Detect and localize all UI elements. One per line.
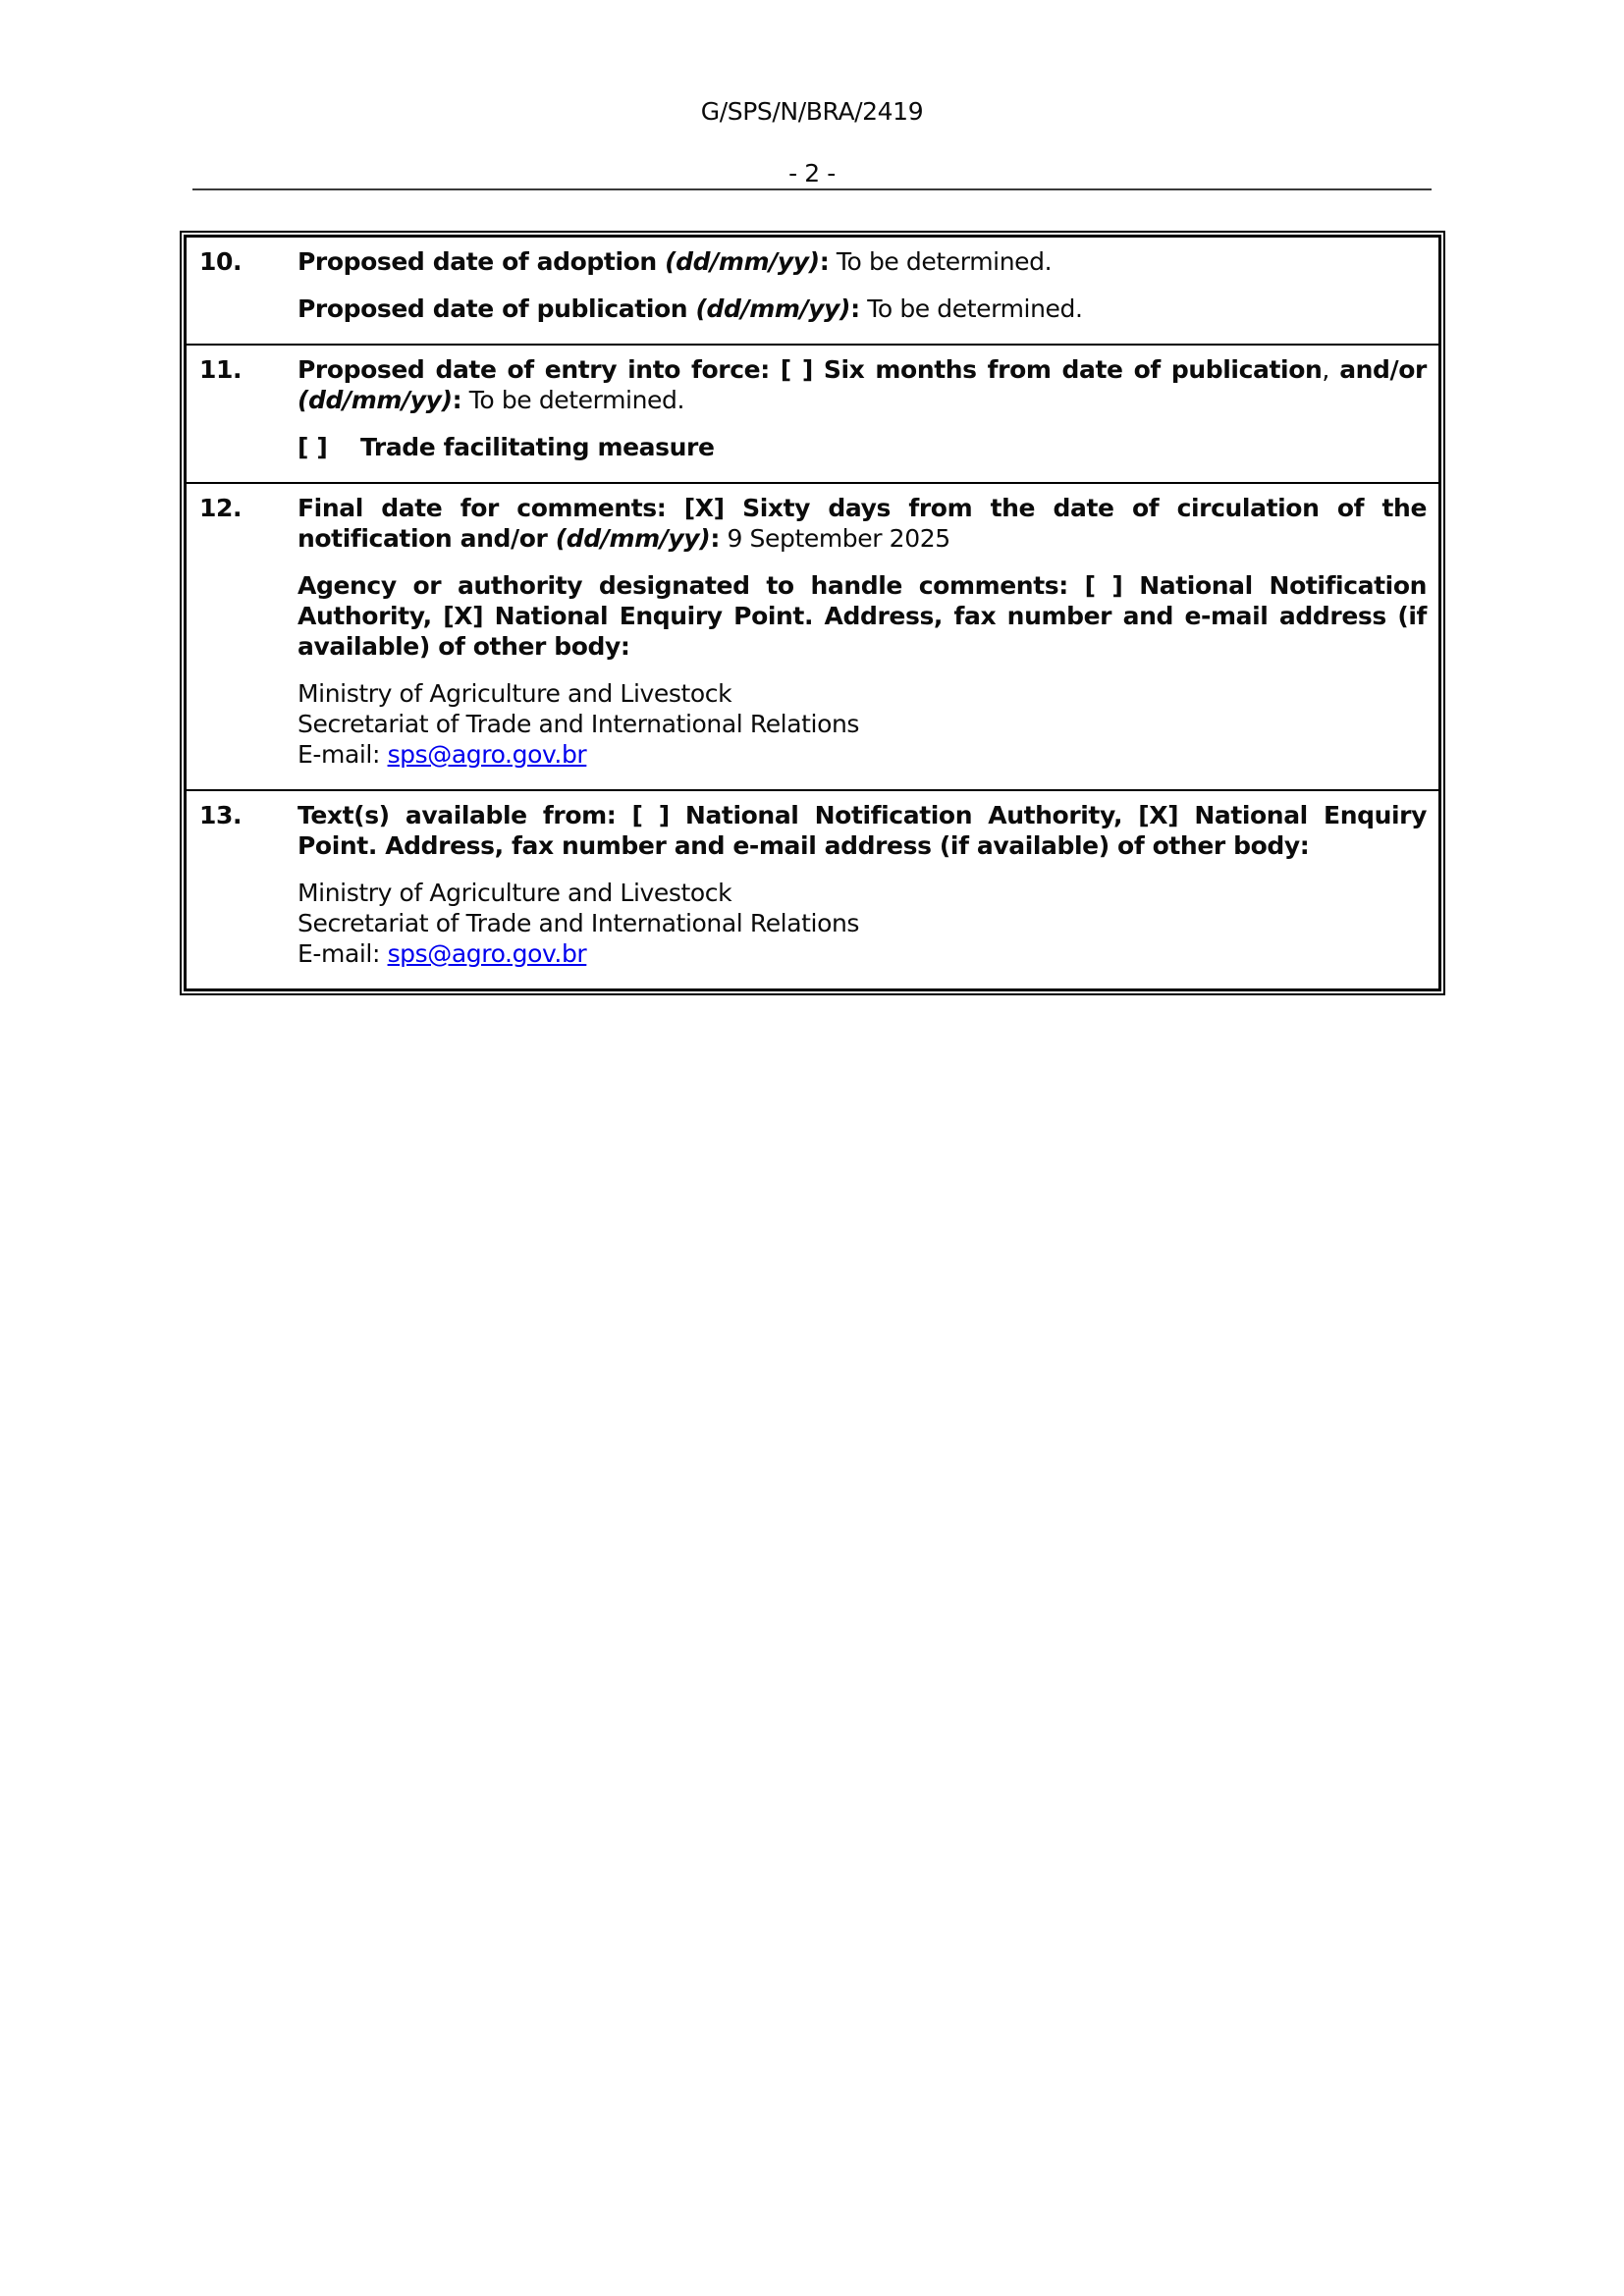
email-link[interactable]: sps@agro.gov.br [387, 939, 587, 968]
address-block [298, 678, 1427, 770]
colon: : [452, 386, 462, 414]
table-row-12 [187, 482, 1438, 789]
checkbox-unchecked: [ ] [298, 433, 328, 461]
proposed-adoption-paragraph [298, 246, 1427, 277]
comma: , [1322, 355, 1340, 384]
row-number: 12. [199, 494, 243, 522]
label-text: and/or [1339, 355, 1427, 384]
label-text: Text(s) available from: [ ] National Notification Authority, [X] National Enquiry Point. Address, fax number and e-mail address (if available) of other body: [298, 801, 1427, 860]
table-row-10 [187, 238, 1438, 344]
notification-table-inner [184, 235, 1441, 991]
date-format-hint: (dd/mm/yy) [695, 294, 851, 323]
address-line-email [298, 938, 1427, 969]
row-number: 13. [199, 801, 243, 829]
email-label: E-mail: [298, 740, 388, 769]
date-format-hint: (dd/mm/yy) [298, 386, 453, 414]
page-number: - 2 - [788, 159, 836, 187]
row-13-content [298, 800, 1427, 986]
row-number: 10. [199, 247, 243, 276]
table-row-13 [187, 789, 1438, 988]
address-line-email [298, 739, 1427, 770]
checkbox-label: Trade facilitating measure [360, 433, 715, 461]
label-text: Final date for comments: [X] Sixty days from the date of circulation of the notification and/or [298, 494, 1427, 553]
row-10-content [298, 246, 1427, 341]
label-text: Proposed date of adoption [298, 247, 666, 276]
colon: : [819, 247, 830, 276]
agency-authority-paragraph [298, 570, 1427, 662]
entry-into-force-paragraph [298, 354, 1427, 415]
final-date-comments-paragraph [298, 493, 1427, 554]
texts-available-paragraph [298, 800, 1427, 861]
trade-facilitating-paragraph [298, 432, 1427, 462]
address-line-secretariat: Secretariat of Trade and International Relations [298, 909, 860, 937]
address-line-ministry: Ministry of Agriculture and Livestock [298, 679, 732, 708]
address-line-secretariat: Secretariat of Trade and International Relations [298, 710, 860, 738]
value-text: 9 September 2025 [719, 524, 950, 553]
label-text: Agency or authority designated to handle comments: [ ] National Notification Authority, [X] National Enquiry Point. Address, fax number and e-mail address (if available) of other body: [298, 571, 1427, 661]
email-link[interactable]: sps@agro.gov.br [387, 740, 587, 769]
proposed-publication-paragraph [298, 294, 1427, 324]
row-12-content [298, 493, 1427, 786]
notification-table [180, 231, 1445, 995]
label-text: Proposed date of entry into force: [ ] Six months from date of publication [298, 355, 1323, 384]
date-format-hint: (dd/mm/yy) [555, 524, 711, 553]
date-format-hint: (dd/mm/yy) [665, 247, 820, 276]
value-text: To be determined. [461, 386, 685, 414]
value-text: To be determined. [859, 294, 1083, 323]
colon: : [710, 524, 720, 553]
address-block [298, 878, 1427, 969]
colon: : [850, 294, 860, 323]
doc-symbol: G/SPS/N/BRA/2419 [700, 97, 924, 126]
label-text: Proposed date of publication [298, 294, 696, 323]
header-rule [192, 188, 1432, 190]
value-text: To be determined. [829, 247, 1053, 276]
row-number: 11. [199, 355, 243, 384]
address-line-ministry: Ministry of Agriculture and Livestock [298, 879, 732, 907]
table-row-11 [187, 344, 1438, 482]
email-label: E-mail: [298, 939, 388, 968]
row-11-content [298, 354, 1427, 479]
